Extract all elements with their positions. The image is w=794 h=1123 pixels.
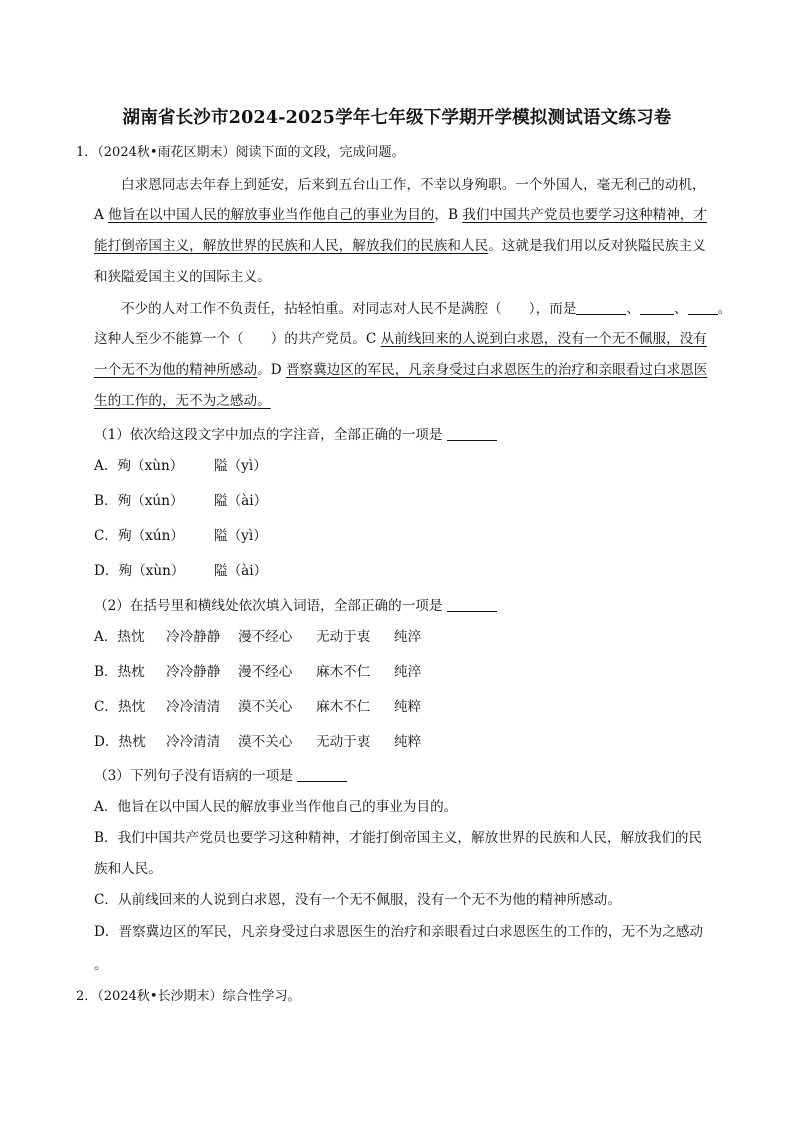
subquestion-2-stem — [94, 596, 497, 616]
option-word: 纯淬 — [394, 664, 422, 680]
passage-p1-line4: 和狭隘爱国主义的国际主义。 — [94, 269, 271, 285]
question-number: 1． — [76, 145, 98, 160]
option-word: 漫不经心 — [238, 629, 293, 645]
option-word: B．热枕 — [94, 664, 145, 680]
subquestion-3-stem — [94, 766, 347, 786]
option-word: D．热枕 — [94, 734, 146, 750]
option-3b-cont: 族和人民。 — [94, 861, 162, 877]
sentence-a-underlined: 他旨在以中国人民的解放事业当作他自己的事业为目的 — [108, 207, 435, 223]
sentence-c-underlined: 从前线回来的人说到白求恩，没有一个无不佩服，没有 — [380, 331, 707, 347]
passage-text: 这种人至少不能算一个（ ）的共产党员。C — [94, 331, 381, 347]
fill-blank[interactable] — [640, 300, 674, 315]
option-word: 冷冷静静 — [166, 664, 221, 680]
question-source: （2024秋•长沙期末）综合性学习。 — [97, 989, 301, 1004]
option-word: 冷冷静静 — [166, 629, 221, 645]
passage-p2-line1 — [121, 299, 731, 319]
option-2c[interactable] — [94, 697, 421, 717]
option-1a[interactable] — [94, 456, 267, 476]
option-word: 纯粹 — [394, 699, 422, 715]
option-2d[interactable] — [94, 732, 421, 752]
option-word: 纯粹 — [394, 734, 422, 750]
page-title: 湖南省长沙市2024-2025学年七年级下学期开学模拟测试语文练习卷 — [122, 108, 672, 128]
option-2a[interactable] — [94, 627, 421, 647]
option-word: 麻木不仁 — [316, 664, 371, 680]
option-3a[interactable]: A．他旨在以中国人民的解放事业当作他自己的事业为目的。 — [94, 799, 458, 815]
period: 。 — [717, 301, 732, 317]
passage-p2-line2 — [94, 329, 707, 349]
option-text: 隘（ài） — [214, 563, 268, 579]
answer-blank[interactable] — [447, 426, 497, 441]
option-text: A．殉（xùn） — [94, 458, 184, 474]
option-word: 无动于衷 — [316, 734, 371, 750]
fill-blank[interactable] — [576, 300, 626, 315]
option-word: 纯淬 — [394, 629, 422, 645]
option-text: 隘（ài） — [214, 493, 268, 509]
passage-p2-line3 — [94, 360, 707, 380]
option-word: A．热忱 — [94, 629, 145, 645]
option-word: 冷冷清清 — [166, 699, 221, 715]
option-text: C．殉（xún） — [94, 528, 184, 544]
passage-text: 。这就是我们用以反对狭隘民族主义 — [488, 238, 706, 254]
option-1d[interactable] — [94, 561, 267, 581]
marker-d: 。D — [257, 362, 286, 378]
question-2-header — [76, 987, 301, 1007]
question-source: （2024秋•雨花区期末）阅读下面的文段，完成问题。 — [97, 145, 405, 160]
passage-text: 不少的人对工作不负责任，拈轻怕重。对同志对人民不是满腔（ ），而是 — [121, 301, 577, 317]
option-text: B．殉（xún） — [94, 493, 184, 509]
sentence-c-underlined-cont: 一个无不为他的精神所感动 — [94, 362, 258, 378]
option-word: 麻木不仁 — [316, 699, 371, 715]
option-word: 漠不关心 — [238, 734, 293, 750]
sentence-b-underlined-cont: 能打倒帝国主义，解放世界的民族和人民，解放我们的民族和人民 — [94, 238, 489, 254]
stem-text: （2）在括号里和横线处依次填入词语，全部正确的一项是 — [94, 598, 447, 614]
separator: 、 — [626, 301, 640, 317]
subquestion-1-stem — [94, 425, 497, 445]
marker-b: ，B — [434, 207, 463, 223]
stem-text: （3）下列句子没有语病的一项是 — [94, 768, 298, 784]
question-1-header — [76, 143, 405, 163]
option-word: C．热忱 — [94, 699, 146, 715]
answer-blank[interactable] — [297, 767, 347, 782]
option-1b[interactable] — [94, 491, 267, 511]
stem-text: （1）依次给这段文字中加点的字注音，全部正确的一项是 — [94, 427, 447, 443]
passage-p1-line3 — [94, 236, 706, 256]
option-3c[interactable]: C．从前线回来的人说到白求恩，没有一个无不佩服，没有一个无不为他的精神所感动。 — [94, 892, 621, 908]
passage-p2-line4 — [94, 391, 271, 411]
marker-a: A — [94, 207, 109, 223]
option-3d[interactable]: D．晋察冀边区的军民，凡亲身受过白求恩医生的治疗和亲眼看过白求恩医生的工作的，无不为之感动 — [94, 924, 704, 940]
answer-blank[interactable] — [447, 597, 497, 612]
option-word: 冷冷清清 — [166, 734, 221, 750]
option-text: 隘（yì） — [214, 528, 267, 544]
option-3d-cont: 。 — [94, 957, 108, 973]
fill-blank[interactable] — [688, 300, 718, 315]
passage-p1-line2 — [94, 205, 707, 225]
option-2b[interactable] — [94, 662, 421, 682]
sentence-d-underlined: 晋察冀边区的军民，凡亲身受过白求恩医生的治疗和亲眼看过白求恩医 — [285, 362, 708, 378]
option-1c[interactable] — [94, 526, 267, 546]
option-text: D．殉（xùn） — [94, 563, 185, 579]
option-text: 隘（yì） — [214, 458, 267, 474]
option-word: 漠不关心 — [238, 699, 293, 715]
option-3b[interactable]: B．我们中国共产党员也要学习这种精神，才能打倒帝国主义，解放世界的民族和人民，解放我们的民 — [94, 830, 703, 846]
sentence-d-underlined-cont: 生的工作的，无不为之感动。 — [94, 393, 271, 409]
separator: 、 — [673, 301, 688, 317]
option-word: 漫不经心 — [238, 664, 293, 680]
passage-p1-line1: 白求恩同志去年春上到延安，后来到五台山工作，不幸以身殉职。一个外国人，毫无利己的动机， — [121, 177, 706, 193]
option-word: 无动于衷 — [316, 629, 371, 645]
question-number: 2． — [76, 989, 98, 1004]
sentence-b-underlined: 我们中国共产党员也要学习这种精神，才 — [462, 207, 707, 223]
